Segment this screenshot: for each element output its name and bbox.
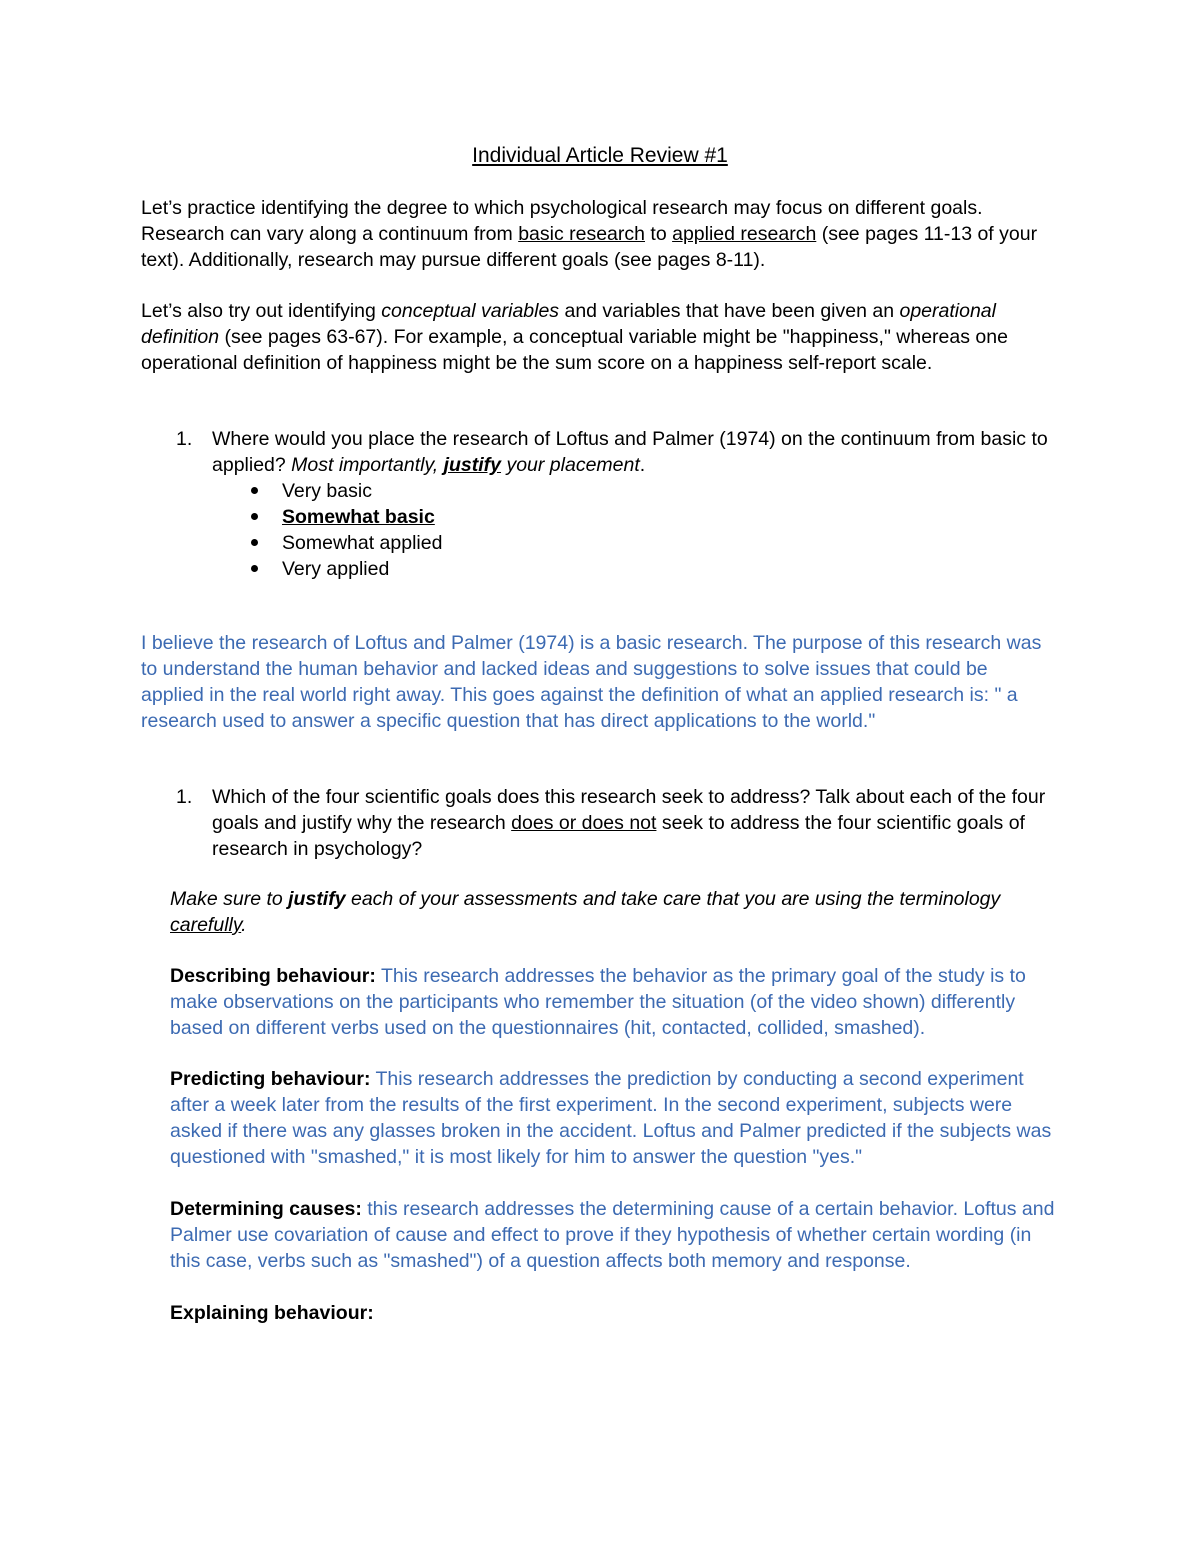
q2-text: seek to address the four scientific goals of: [656, 812, 1025, 834]
describing-answer: This research addresses the behavior as the primary goal of the study is to: [375, 965, 1026, 987]
document-title: Individual Article Review #1: [472, 144, 728, 167]
predicting-line1: [170, 1066, 1024, 1092]
intro-text: (see pages 63-67). For example, a conceptual variable might be "happiness," whereas one: [219, 326, 1008, 348]
intro-text: and variables that have been given an: [559, 300, 900, 322]
describing-line1: [170, 963, 1026, 989]
note-justify-emphasis: justify: [288, 888, 346, 910]
q2-note-line2: [170, 912, 247, 938]
option-somewhat-applied: Somewhat applied: [282, 532, 443, 554]
intro-text: Research can vary along a continuum from: [141, 223, 519, 245]
intro-p1-line1: Let’s practice identifying the degree to which psychological research may focus on different goals.: [141, 197, 983, 219]
definition-term: definition: [141, 326, 220, 348]
bullet-icon: [251, 539, 258, 546]
q1-justify-emphasis: justify: [443, 454, 502, 476]
option-somewhat-basic-selected: Somewhat basic: [282, 506, 435, 528]
q1-answer-line2: to understand the human behavior and lacked ideas and suggestions to solve issues that could be: [141, 658, 988, 680]
q1-answer-line1: I believe the research of Loftus and Palmer (1974) is a basic research. The purpose of this research was: [141, 632, 1042, 654]
operational-term: operational: [899, 300, 996, 322]
conceptual-variables-term: conceptual variables: [381, 300, 560, 322]
explaining-label: Explaining behaviour:: [170, 1302, 374, 1324]
predicting-line4: questioned with "smashed," it is most likely for him to answer the question "yes.": [170, 1146, 863, 1168]
describing-line3: based on different verbs used on the questionnaires (hit, contacted, collided, smashed).: [170, 1017, 926, 1039]
q1-answer-line3: applied in the real world right away. This goes against the definition of what an applied research is: " a: [141, 684, 1018, 706]
intro-text: Let’s also try out identifying: [141, 300, 382, 322]
determining-line3: this case, verbs such as "smashed") of a question affects both memory and response.: [170, 1250, 911, 1272]
basic-research-term: basic research: [518, 223, 645, 245]
determining-line2: Palmer use covariation of cause and effect to prove if they hypothesis of whether certain wording (in: [170, 1224, 1032, 1246]
q2-number: 1.: [176, 786, 193, 808]
q2-underlined-text: does or does not: [511, 812, 657, 834]
option-very-applied: Very applied: [282, 558, 390, 580]
note-text: each of your assessments and take care that you are using the terminology: [345, 888, 1001, 910]
q2-line3: research in psychology?: [212, 838, 423, 860]
q1-italic-text: your placement: [501, 454, 640, 476]
note-text: Make sure to: [170, 888, 289, 910]
q1-line1: Where would you place the research of Loftus and Palmer (1974) on the continuum from basic to: [212, 428, 1048, 450]
intro-p1-line3: text). Additionally, research may pursue different goals (see pages 8-11).: [141, 249, 766, 271]
determining-answer: this research addresses the determining cause of a certain behavior. Loftus and: [361, 1198, 1055, 1220]
q1-number: 1.: [176, 428, 193, 450]
predicting-label: Predicting behaviour:: [170, 1068, 371, 1090]
option-very-basic: Very basic: [282, 480, 372, 502]
q1-text: .: [639, 454, 646, 476]
bullet-icon: [251, 487, 258, 494]
bullet-icon: [251, 565, 258, 572]
determining-line1: [170, 1196, 1054, 1222]
q1-text: applied?: [212, 454, 292, 476]
q1-answer-line4: research used to answer a specific question that has direct applications to the world.": [141, 710, 876, 732]
predicting-answer: This research addresses the prediction by conducting a second experiment: [370, 1068, 1024, 1090]
note-text: .: [241, 914, 247, 936]
intro-p2-line2: [141, 324, 1008, 350]
predicting-line2: after a week later from the results of the first experiment. In the second experiment, subjects were: [170, 1094, 1013, 1116]
q2-line1: Which of the four scientific goals does this research seek to address? Talk about each of the four: [212, 786, 1046, 808]
q1-italic-text: Most importantly,: [291, 454, 444, 476]
intro-text: (see pages 11-13 of your: [816, 223, 1038, 245]
describing-line2: make observations on the participants who remember the situation (of the video shown) differently: [170, 991, 1016, 1013]
q1-line2: [212, 452, 645, 478]
bullet-icon: [251, 513, 258, 520]
q2-text: goals and justify why the research: [212, 812, 512, 834]
intro-p2-line1: [141, 298, 996, 324]
intro-p1-line2: [141, 221, 1037, 247]
intro-text: to: [645, 223, 673, 245]
predicting-line3: asked if there was any glasses broken in the accident. Loftus and Palmer predicted if the subjects was: [170, 1120, 1052, 1142]
q2-note-line1: [170, 886, 1000, 912]
applied-research-term: applied research: [672, 223, 817, 245]
q2-line2: [212, 810, 1025, 836]
note-carefully: carefully: [170, 914, 242, 936]
determining-label: Determining causes:: [170, 1198, 362, 1220]
describing-label: Describing behaviour:: [170, 965, 376, 987]
intro-p2-line3: operational definition of happiness might be the sum score on a happiness self-report scale.: [141, 352, 933, 374]
